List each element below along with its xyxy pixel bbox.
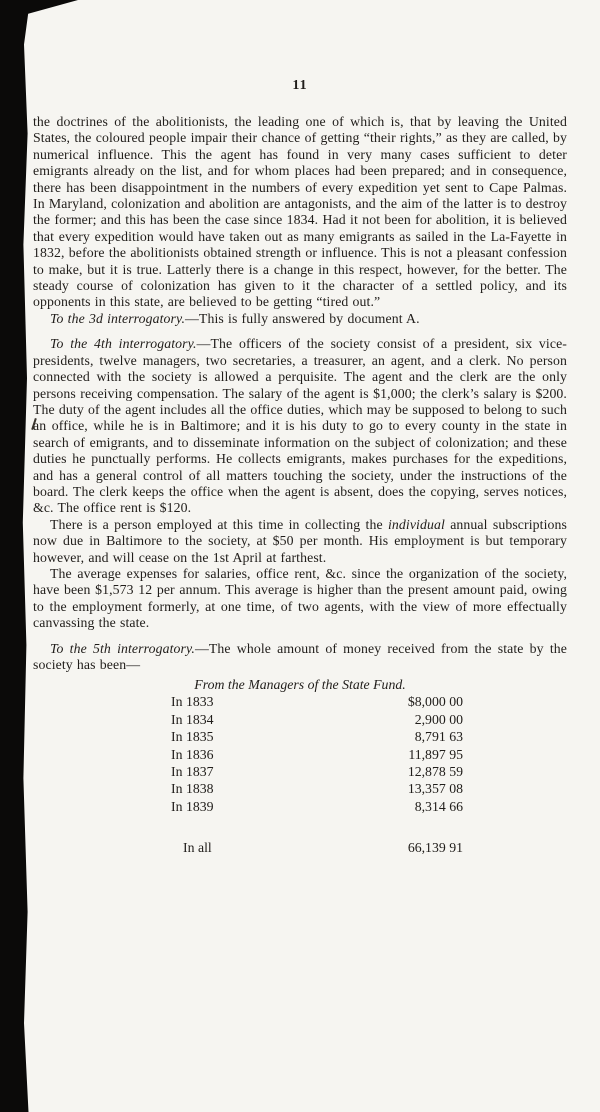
row-amount: 8,314 66 xyxy=(414,798,463,814)
paragraph-average-expenses xyxy=(33,566,567,632)
paragraph-5th-interrogatory xyxy=(33,641,567,674)
table-row xyxy=(171,780,463,797)
row-amount: 12,878 59 xyxy=(407,764,463,780)
paragraph-doctrines-text: the doctrines of the abolitionists, the leading one of which is, that by leaving the United States, the coloured people impair their chance of getting “their rights,” as they are called, by numerical influence. This the agent has found in very many cases sufficient to deter emigrants already on the list, and for whom places had been prepared; and in consequence, there has been disappointment in the numbers of every expedition yet sent to Cape Palmas. In Maryland, colonization and abolition are antagonists, and the aim of the latter is to destroy the former; and this has been the case since 1834. Had it not been for abolition, it is believed that every expedition would have taken out as many emigrants as sailed in the La-Fayette in 1832, before the abolitionists obtained strength or influence. This is not a pleasant confession to make, but it is true. Latterly there is a change in this respect, however, for the better. The steady course of colonization has given to it the character of a settled policy, and its opponents in this state, are believed to be getting “tired out.” xyxy=(33,114,567,310)
table-row xyxy=(171,763,463,780)
row-year-label: In 1837 xyxy=(171,764,214,780)
row-amount: 8,791 63 xyxy=(414,729,463,745)
table-row xyxy=(171,746,463,763)
table-total-row xyxy=(171,839,463,856)
state-fund-heading: From the Managers of the State Fund. xyxy=(194,677,406,693)
total-label: In all xyxy=(183,840,212,856)
row-year-label: In 1835 xyxy=(171,729,214,745)
paragraph-4th-interrogatory xyxy=(33,336,567,516)
row-amount: 13,357 08 xyxy=(407,781,463,797)
interrogatory-3d-answer: —This is fully answered by document A. xyxy=(185,310,420,326)
row-year-label: In 1839 xyxy=(171,798,214,814)
subscriptions-post: annual subscriptions now due in Baltimore to the society, at $50 per month. His employment is but temporary however, and will cease on the 1st April at farthest. xyxy=(33,516,567,565)
interrogatory-5th-answer: —The whole amount of money received from the state by the society has been— xyxy=(33,640,567,672)
scan-top-left-corner xyxy=(0,0,78,14)
document-page xyxy=(33,78,567,857)
state-fund-table xyxy=(171,693,463,856)
table-row xyxy=(171,798,463,815)
table-row xyxy=(171,711,463,728)
paragraph-3d-interrogatory xyxy=(33,311,567,327)
table-row xyxy=(171,693,463,710)
row-amount: 11,897 95 xyxy=(408,746,463,762)
interrogatory-4th-answer: —The officers of the society consist of a president, six vice-presidents, twelve managers, two secretaries, a treasurer, an agent, and a clerk. No person connected with the society is allowed a perquisite. The agent and the clerk are the only persons receiving compensation. The salary of the agent is $1,000; the clerk’s salary is $200. The duty of the agent includes all the office duties, which may be supposed to belong to such an office, while he is in Baltimore; and it is his duty to go to every county in the state in search of emigrants, and to disseminate information on the subject of colonization; and these duties he punctually performs. He collects emigrants, makes purchases for the expeditions, and has a general control of all matters touching the society, under the instructions of the board. The clerk keeps the office when the agent is absent, does the copying, serves notices, &c. The office rent is $120. xyxy=(33,336,567,516)
table-row xyxy=(171,728,463,745)
paragraph-subscriptions xyxy=(33,517,567,566)
interrogatory-4th-lead: To the 4th interrogatory. xyxy=(50,336,197,352)
subscriptions-pre: There is a person employed at this time in collecting the xyxy=(50,516,388,532)
row-amount: $8,000 00 xyxy=(407,694,463,710)
paragraph-doctrines xyxy=(33,114,567,311)
average-expenses-text: The average expenses for salaries, office rent, &c. since the organization of the society, have been $1,573 12 per annum. This average is higher than the present amount paid, owing to the employment formerly, at one time, of two agents, with the view of more effectually canvassing the state. xyxy=(33,565,567,631)
subscriptions-emphasis: individual xyxy=(387,516,445,532)
row-year-label: In 1836 xyxy=(171,746,214,762)
row-amount: 2,900 00 xyxy=(414,711,463,727)
interrogatory-5th-lead: To the 5th interrogatory. xyxy=(50,640,195,656)
scan-left-edge xyxy=(0,0,30,1112)
page-number: 11 xyxy=(292,78,308,93)
row-year-label: In 1838 xyxy=(171,781,214,797)
row-year-label: In 1834 xyxy=(171,711,214,727)
interrogatory-3d-lead: To the 3d interrogatory. xyxy=(50,310,186,326)
row-year-label: In 1833 xyxy=(171,694,214,710)
total-amount: 66,139 91 xyxy=(407,840,463,856)
